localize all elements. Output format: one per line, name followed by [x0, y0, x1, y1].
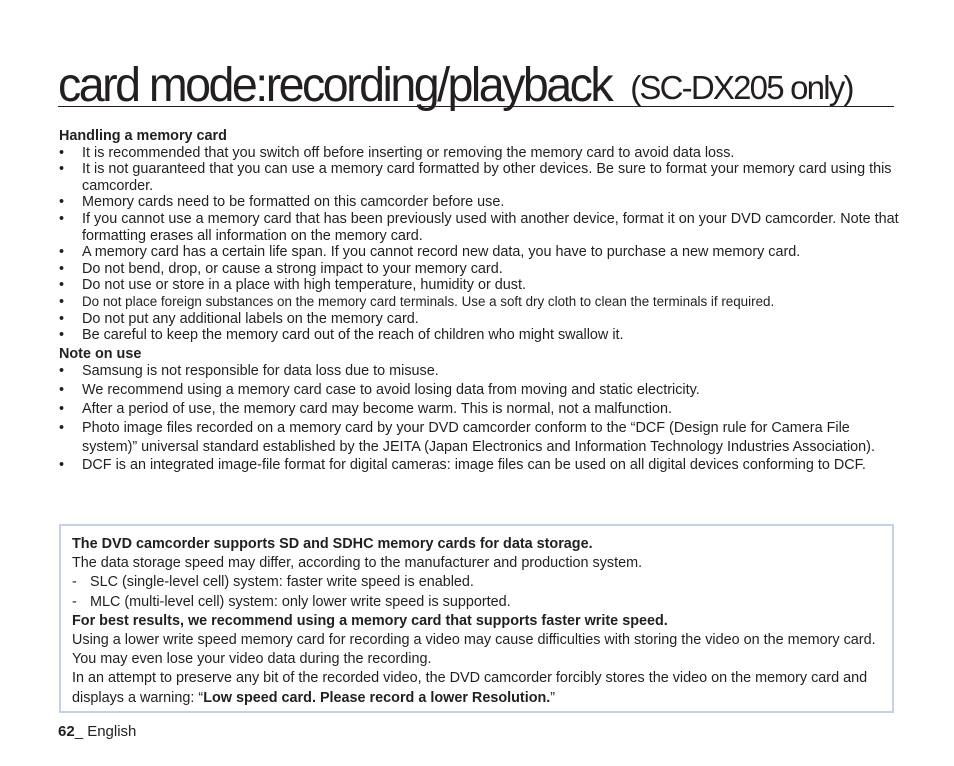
bullet-icon: •	[59, 457, 65, 474]
list-item: • Do not use or store in a place with high temperature, humidity or dust.	[59, 277, 526, 294]
bullet-icon: •	[59, 260, 65, 277]
bullet-icon: •	[59, 310, 65, 327]
list-item: • After a period of use, the memory card may become warm. This is normal, not a malfunction.	[59, 400, 672, 417]
bullet-icon: •	[59, 419, 65, 436]
page-number: 62	[58, 723, 75, 740]
page-title-model-note: (SC-DX205 only)	[630, 69, 853, 106]
list-item: • Be careful to keep the memory card out of the reach of children who might swallow it.	[59, 327, 624, 344]
list-item: • DCF is an integrated image-file format for digital cameras: image files can be used on all digital devices conforming to DCF.	[59, 457, 866, 474]
note-box-dash-item: - SLC (single-level cell) system: faster write speed is enabled.	[72, 574, 474, 591]
bullet-icon: •	[59, 382, 65, 399]
bullet-icon: •	[59, 194, 65, 211]
footer-language: _ English	[74, 723, 137, 740]
bullet-icon: •	[59, 144, 65, 161]
bullet-icon: •	[59, 244, 65, 261]
note-box-dash-item: - MLC (multi-level cell) system: only lower write speed is supported.	[72, 593, 511, 610]
main-content	[59, 128, 899, 475]
list-item: • Samsung is not responsible for data loss due to misuse.	[59, 363, 439, 380]
bullet-icon: •	[59, 327, 65, 344]
section-heading-note-on-use: Note on use	[59, 345, 142, 362]
page-title-main: card mode:recording/playback	[58, 59, 612, 112]
list-item: • Do not put any additional labels on the memory card.	[59, 310, 419, 327]
bullet-icon: •	[59, 363, 65, 380]
note-box-warning-paragraph: In an attempt to preserve any bit of the recorded video, the DVD camcorder forcibly stores the video on the memory card and displays a warning: “Low speed card. Please record a lower Resolution.”	[72, 670, 868, 706]
page-footer	[58, 723, 136, 740]
list-item: • It is not guaranteed that you can use a memory card formatted by other devices. Be sure to format your memory card using this camcorder.	[59, 161, 892, 194]
list-item: • If you cannot use a memory card that has been previously used with another device, format it on your DVD camcorder. Note that formatting erases all information on the memory card.	[59, 210, 899, 244]
list-item: • It is recommended that you switch off before inserting or removing the memory card to avoid data loss.	[59, 144, 735, 161]
note-box-recommendation: For best results, we recommend using a memory card that supports faster write speed.	[72, 612, 668, 629]
note-bullet-list	[59, 362, 899, 475]
list-item: • Photo image files recorded on a memory card by your DVD camcorder conform to the “DCF (Design rule for Camera File system)” universal standard established by the JEITA (Japan Electronics and Information Technology Industries Association).	[59, 419, 875, 455]
list-item: • Do not place foreign substances on the memory card terminals. Use a soft dry cloth to clean the terminals if required.	[59, 293, 775, 310]
bullet-icon: •	[59, 293, 65, 310]
list-item: • We recommend using a memory card case to avoid losing data from moving and static electricity.	[59, 382, 700, 399]
page-title	[58, 58, 894, 112]
bullet-icon: •	[59, 400, 65, 417]
section-heading-handling: Handling a memory card	[59, 128, 227, 144]
note-box	[59, 524, 894, 713]
list-item: • Do not bend, drop, or cause a strong impact to your memory card.	[59, 260, 503, 277]
bullet-icon: •	[59, 277, 65, 294]
bullet-icon: •	[59, 210, 65, 227]
note-box-paragraph: Using a lower write speed memory card for recording a video may cause difficulties with storing the video on the memory card. You may even lose your video data during the recording.	[72, 632, 876, 668]
handling-bullet-list	[59, 145, 899, 344]
note-box-line: The data storage speed may differ, according to the manufacturer and production system.	[72, 555, 643, 572]
warning-message: Low speed card. Please record a lower Resolution.	[203, 689, 551, 706]
list-item: • A memory card has a certain life span. If you cannot record new data, you have to purchase a new memory card.	[59, 244, 801, 261]
note-box-heading: The DVD camcorder supports SD and SDHC memory cards for data storage.	[72, 536, 593, 552]
list-item: • Memory cards need to be formatted on this camcorder before use.	[59, 194, 505, 211]
bullet-icon: •	[59, 161, 65, 178]
